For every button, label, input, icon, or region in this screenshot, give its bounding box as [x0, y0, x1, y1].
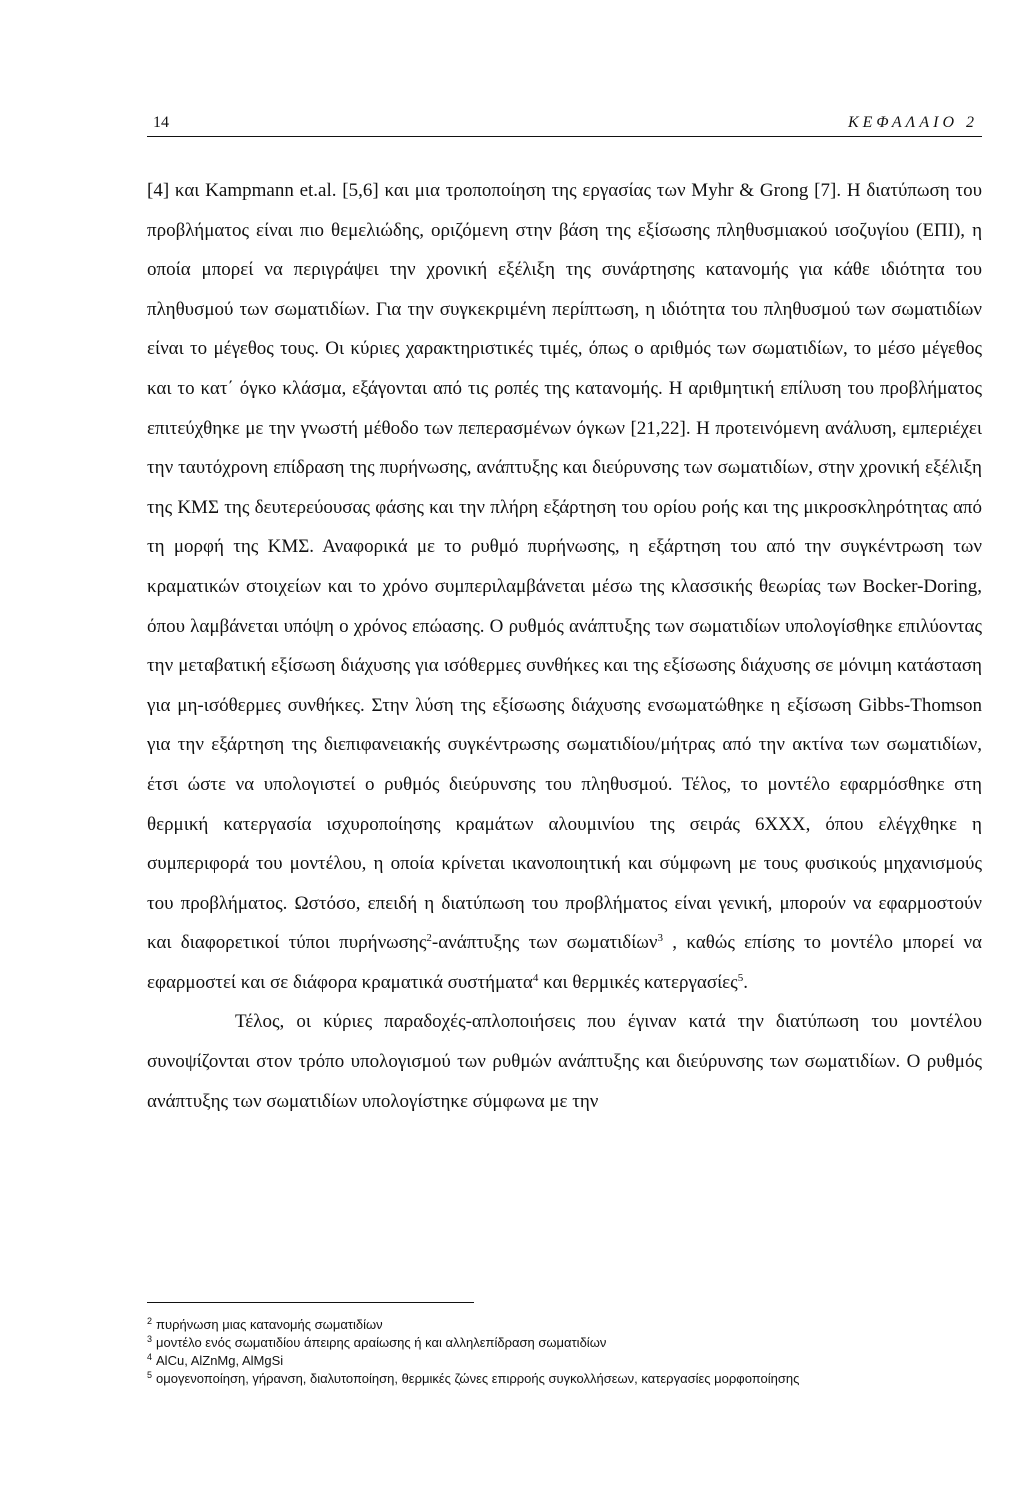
body-text [147, 171, 982, 1121]
chapter-label: ΚΕΦΑΛΑΙΟ 2 [847, 114, 978, 131]
footnote-item [147, 1316, 1007, 1334]
footnote-text: AlCu, AlZnMg, AlMgSi [156, 1353, 284, 1368]
footnote-ref-4: 4 [532, 971, 539, 984]
paragraph-1-text-4: και θερμικές κατεργασίες [538, 971, 738, 993]
footnote-text: μοντέλο ενός σωματιδίου άπειρης αραίωσης ή και αλληλεπίδραση σωματιδίων [156, 1335, 607, 1350]
footnote-number: 2 [147, 1316, 153, 1326]
paragraph-1 [147, 171, 982, 1002]
paragraph-1-text-3: , καθώς επίσης το μοντέλο μπορεί να εφαρμοστεί και σε διάφορα κραματικά συστήματα [147, 932, 982, 993]
footnote-ref-2: 2 [426, 932, 432, 945]
footnote-text: ομογενοποίηση, γήρανση, διαλυτοποίηση, θερμικές ζώνες επιρροής συγκολλήσεων, κατεργασίες μορφοποίησης [156, 1371, 800, 1386]
footnote-number: 4 [147, 1352, 153, 1362]
paragraph-1-text-5: . [743, 971, 748, 993]
footnote-number: 5 [147, 1370, 153, 1380]
footnotes [147, 1316, 1007, 1388]
footnote-ref-3: 3 [657, 932, 663, 945]
footnote-text: πυρήνωση μιας κατανομής σωματιδίων [156, 1317, 383, 1332]
paragraph-2: Τέλος, οι κύριες παραδοχές-απλοποιήσεις που έγιναν κατά την διατύπωση του μοντέλου συνοψίζονται στον τρόπο υπολογισμού των ρυθμών ανάπτυξης και διεύρυνσης των σωματιδίων. Ο ρυθμός ανάπτυξης των σωματιδίων υπολογίστηκε σύμφωνα με την [147, 1011, 982, 1112]
footnote-item [147, 1334, 1007, 1352]
paragraph-1-text: [4] και Kampmann et.al. [5,6] και μια τροποποίηση της εργασίας των Myhr & Grong [7]. Η διατύπωση του προβλήματος είναι πιο θεμελιώδης, οριζόμενη στην βάση της εξίσωσης πληθυσμιακού ισοζυγίου (ΕΠΙ), η οποία μπορεί να περιγράψει την χρονική εξέλιξη της συνάρτησης κατανομής για κάθε ιδιότητα του πληθυσμού των σωματιδίων. Για την συγκεκριμένη περίπτωση, η ιδιότητα του πληθυσμού των σωματιδίων είναι το μέγεθος τους. Οι κύριες χαρακτηριστικές τιμές, όπως ο αριθμός των σωματιδίων, το μέσο μέγεθος και το κατ΄ όγκο κλάσμα, εξάγονται από τις ροπές της κατανομής. Η αριθμητική επίλυση του προβλήματος επιτεύχθηκε με την γνωστή μέθοδο των πεπερασμένων όγκων [21,22]. Η προτεινόμενη ανάλυση, εμπεριέχει την ταυτόχρονη επίδραση της πυρήνωσης, ανάπτυξης και διεύρυνσης των σωματιδίων, στην χρονική εξέλιξη της ΚΜΣ της δευτερεύουσας φάσης και την πλήρη εξάρτηση του ορίου ροής και της μικροσκληρότητας από τη μορφή της ΚΜΣ. Αναφορικά με το ρυθμό πυρήνωσης, η εξάρτηση του από την συγκέντρωση των κραματικών στοιχείων και το χρόνο συμπεριλαμβάνεται μέσω της κλασσικής θεωρίας των Bocker-Doring, όπου λαμβάνεται υπόψη ο χρόνος επώασης. Ο ρυθμός ανάπτυξης των σωματιδίων υπολογίσθηκε επιλύοντας την μεταβατική εξίσωση διάχυσης για ισόθερμες συνθήκες και της εξίσωσης διάχυσης σε μόνιμη κατάσταση για μη-ισόθερμες συνθήκες. Στην λύση της εξίσωσης διάχυσης ενσωματώθηκε η εξίσωση Gibbs-Thomson για την εξάρτηση της διεπιφανειακής συγκέντρωσης σωματιδίου/μήτρας από την ακτίνα των σωματιδίων, έτσι ώστε να υπολογιστεί ο ρυθμός διεύρυνσης του πληθυσμού. Τέλος, το μοντέλο εφαρμόσθηκε στη θερμική κατεργασία ισχυροποίησης κραμάτων αλουμινίου της σειράς 6ΧΧΧ, όπου ελέγχθηκε η συμπεριφορά του μοντέλου, η οποία κρίνεται ικανοποιητική και σύμφωνη με τους φυσικούς μηχανισμούς του προβλήματος. Ωστόσο, επειδή η διατύπωση του προβλήματος είναι γενική, μπορούν να εφαρμοστούν και διαφορετικοί τύποι πυρήνωσης [147, 180, 982, 954]
footnote-separator [147, 1302, 474, 1303]
page-number: 14 [153, 114, 169, 131]
footnote-number: 3 [147, 1334, 153, 1344]
footnote-item [147, 1370, 1007, 1388]
footnote-item [147, 1352, 1007, 1370]
paragraph-1-text-2: -ανάπτυξης των σωματιδίων [431, 932, 658, 954]
page-header [147, 112, 982, 137]
footnote-ref-5: 5 [737, 971, 744, 984]
